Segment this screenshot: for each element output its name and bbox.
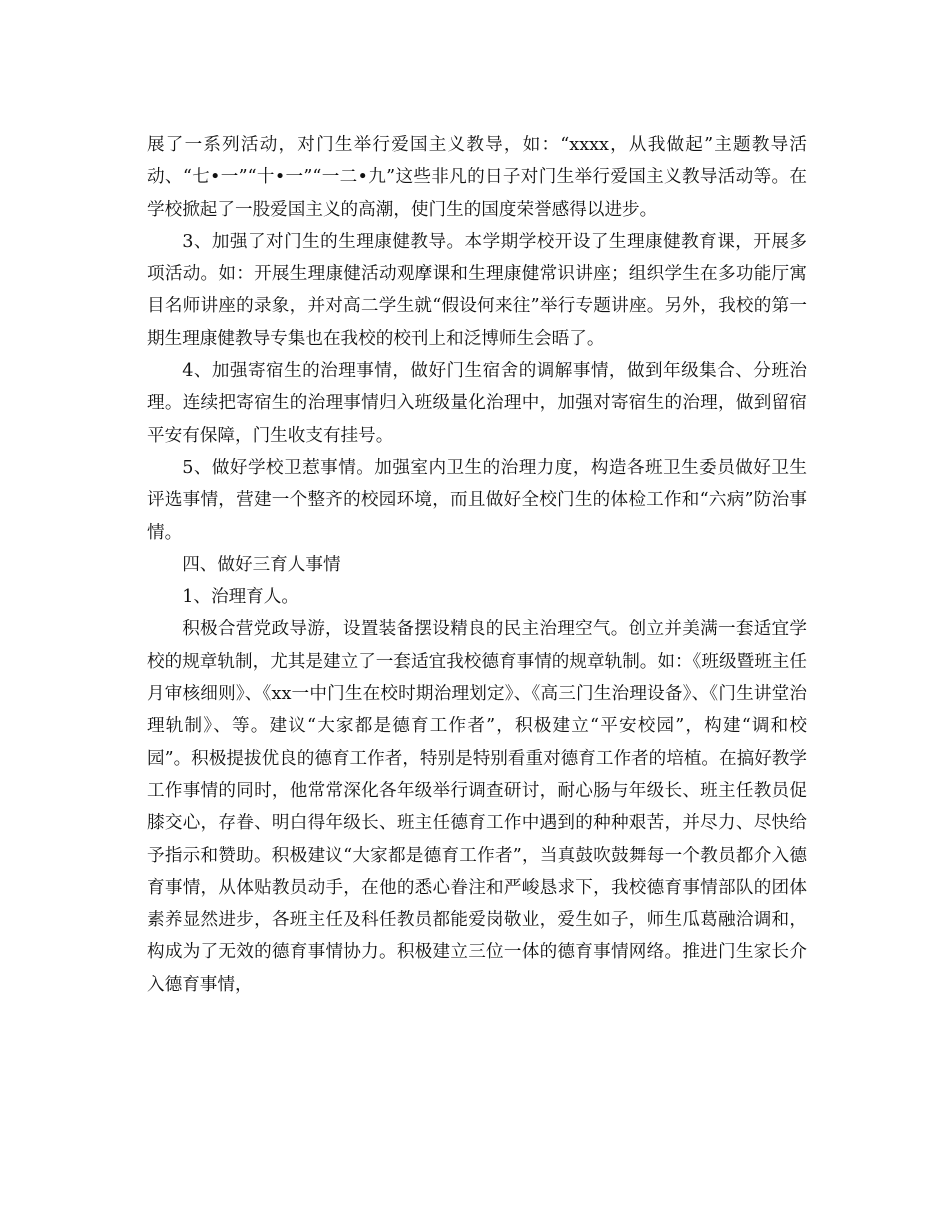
section-heading-three-education: 四、做好三育人事情 <box>182 554 341 575</box>
paragraph-patriotic-education: 展了一系列活动，对门生举行爱国主义教导，如：“xxxx，从我做起”主题教导活动、“七•一”“十•一”“一二•九”这些非凡的日子对门生举行爱国主义教导活动等。在学校掀起了一股爱国主义的高潮，使门生的国度荣誉感得以进步。 <box>147 135 807 220</box>
paragraph-boarding-students: 4、加强寄宿生的治理事情，做好门生宿舍的调解事情，做到年级集合、分班治理。连续把寄宿生的治理事情归入班级量化治理中，加强对寄宿生的治理，做到留宿平安有保障，门生收支有挂号。 <box>147 361 807 446</box>
document-page <box>147 129 807 1001</box>
paragraph-school-hygiene: 5、做好学校卫惹事情。加强室内卫生的治理力度，构造各班卫生委员做好卫生评选事情，营建一个整齐的校园环境，而且做好全校门生的体检工作和“六病”防治事情。 <box>147 457 807 543</box>
subsection-heading-management: 1、治理育人。 <box>182 587 299 608</box>
paragraph-management-education: 积极合营党政导游，设置装备摆设精良的民主治理空气。创立并美满一套适宜学校的规章轨制，尤其是建立了一套适宜我校德育事情的规章轨制。如：《班级暨班主任月审核细则》、《xx一中门生在校时期治理划定》、《高三门生治理设备》、《门生讲堂治理轨制》、等。建议“大家都是德育工作者”，积极建立“平安校园”，构建“调和校园”。积极提拔优良的德育工作者，特别是特别看重对德育工作者的培植。在搞好教学工作事情的同时，他常常深化各年级举行调查研讨，耐心肠与年级长、班主任教员促膝交心，存眷、明白得年级长、班主任德育工作中遇到的种种艰苦，并尽力、尽快给予指示和赞助。积极建议“大家都是德育工作者”，当真鼓吹鼓舞每一个教员都介入德育事情，从体贴教员动手，在他的悉心眷注和严峻恳求下，我校德育事情部队的团体素养显然进步，各班主任及科任教员都能爱岗敬业，爱生如子，师生瓜葛融洽调和，构成为了无效的德育事情协力。积极建立三位一体的德育事情网络。推进门生家长介入德育事情， <box>147 619 807 995</box>
paragraph-mental-health: 3、加强了对门生的生理康健教导。本学期学校开设了生理康健教育课，开展多项活动。如：开展生理康健活动观摩课和生理康健常识讲座；组织学生在多功能厅寓目名师讲座的录象，并对高二学生就“假设何来往”举行专题讲座。另外，我校的第一期生理康健教导专集也在我校的校刊上和泛博师生会晤了。 <box>147 231 807 349</box>
